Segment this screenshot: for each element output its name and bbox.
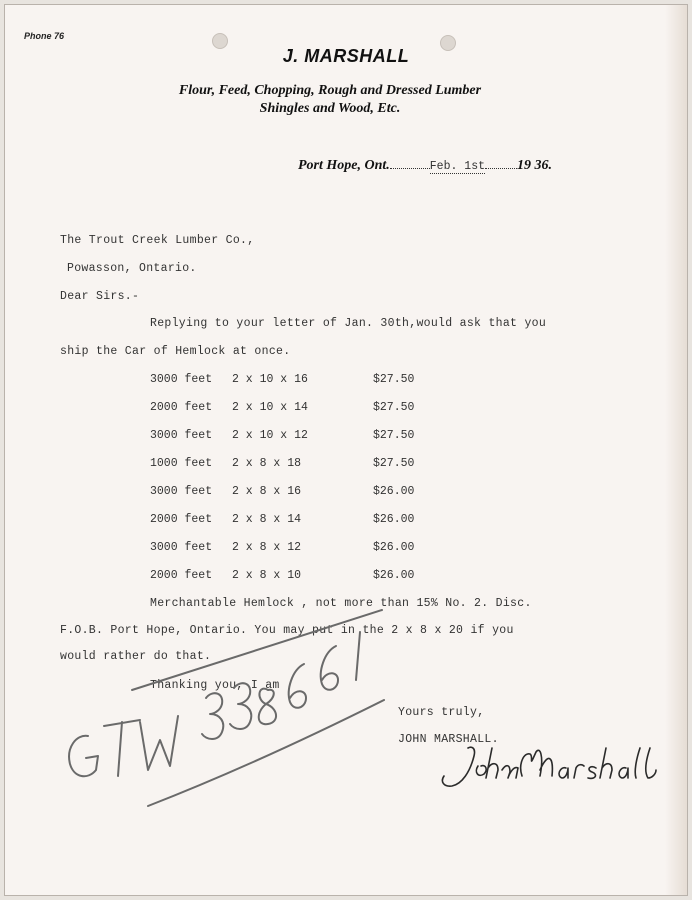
- year: 19 36.: [517, 158, 552, 173]
- order-item-dimensions: 2 x 8 x 12: [232, 541, 302, 554]
- order-item-price: $26.00: [373, 541, 415, 554]
- salutation: Dear Sirs.-: [60, 290, 140, 303]
- order-item-dimensions: 2 x 8 x 16: [232, 485, 302, 498]
- pencil-annotation: [69, 610, 384, 806]
- company-tagline-1: Flour, Feed, Chopping, Rough and Dressed Lumber: [178, 83, 482, 98]
- order-item-quantity-size: 3000 feet: [150, 429, 213, 442]
- body-line-1: Replying to your letter of Jan. 30th,would ask that you: [150, 317, 547, 330]
- body-line-2: ship the Car of Hemlock at once.: [60, 345, 291, 358]
- order-item-quantity-size: 1000 feet: [150, 457, 213, 470]
- order-item-dimensions: 2 x 8 x 10: [232, 569, 302, 582]
- signature: [442, 747, 656, 786]
- terms-line-3: would rather do that.: [60, 650, 212, 663]
- order-item-quantity-size: 3000 feet: [150, 373, 213, 386]
- recipient-location: Powasson, Ontario.: [67, 262, 197, 275]
- order-item-dimensions: 2 x 10 x 16: [232, 373, 308, 386]
- order-item-quantity-size: 3000 feet: [150, 541, 213, 554]
- order-item-price: $26.00: [373, 569, 415, 582]
- order-item-quantity-size: 2000 feet: [150, 513, 213, 526]
- order-item-quantity-size: 3000 feet: [150, 485, 213, 498]
- order-item-dimensions: 2 x 10 x 12: [232, 429, 308, 442]
- phone-number: Phone 76: [24, 31, 65, 41]
- terms-line-2: F.O.B. Port Hope, Ontario. You may put in the 2 x 8 x 20 if you: [60, 624, 514, 637]
- date: Feb. 1st: [429, 160, 485, 173]
- order-item-price: $26.00: [373, 485, 415, 498]
- company-tagline-2: Shingles and Wood, Etc.: [259, 101, 401, 116]
- order-item-quantity-size: 2000 feet: [150, 401, 213, 414]
- terms-line-1: Merchantable Hemlock , not more than 15% No. 2. Disc.: [150, 597, 532, 610]
- order-item-price: $26.00: [373, 513, 415, 526]
- order-item-quantity-size: 2000 feet: [150, 569, 213, 582]
- order-item-price: $27.50: [373, 429, 415, 442]
- order-item-dimensions: 2 x 10 x 14: [232, 401, 308, 414]
- recipient-name: The Trout Creek Lumber Co.,: [60, 234, 255, 247]
- order-item-dimensions: 2 x 8 x 18: [232, 457, 302, 470]
- place: Port Hope, Ont.: [298, 158, 390, 173]
- order-item-dimensions: 2 x 8 x 14: [232, 513, 302, 526]
- closing-thanks: Thanking you, I am: [150, 679, 280, 692]
- order-item-price: $27.50: [373, 457, 415, 470]
- closing-valediction: Yours truly,: [398, 706, 485, 719]
- company-name: J. MARSHALL: [282, 46, 410, 66]
- typed-signatory-name: JOHN MARSHALL.: [398, 733, 499, 746]
- order-item-price: $27.50: [373, 373, 415, 386]
- order-item-price: $27.50: [373, 401, 415, 414]
